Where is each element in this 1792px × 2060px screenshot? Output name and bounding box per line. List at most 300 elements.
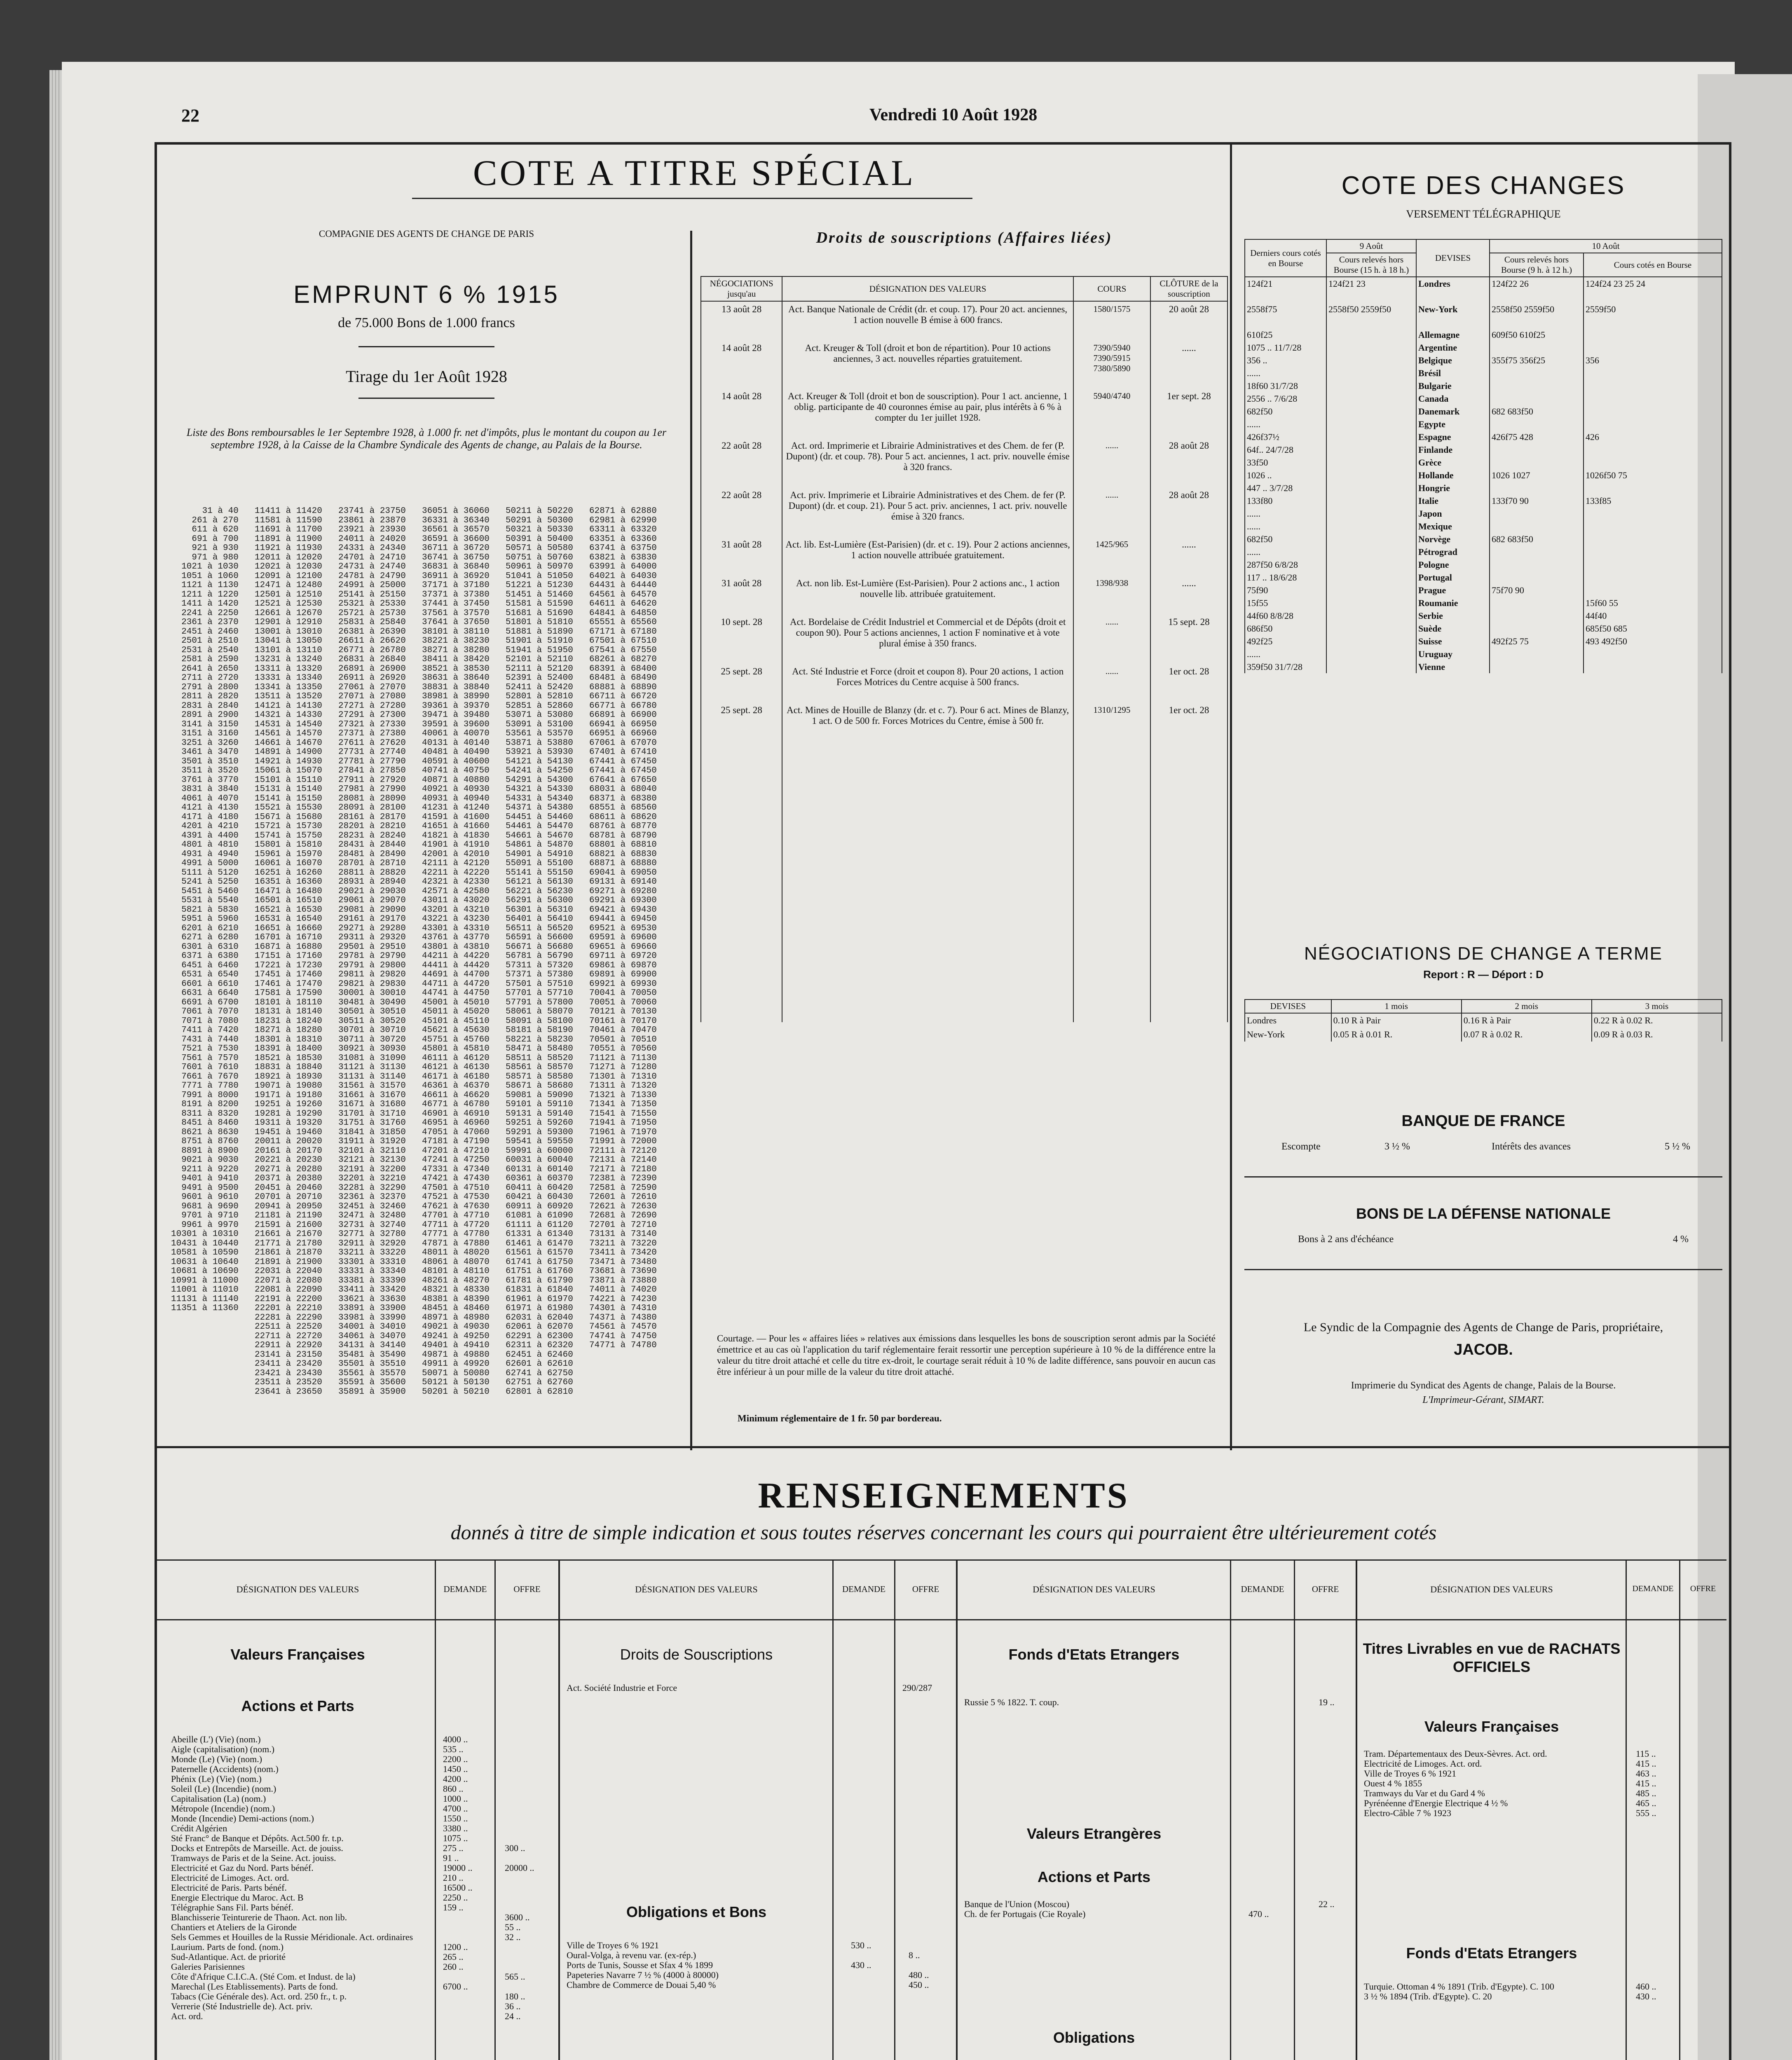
lot-range: 3151 à 3160 [181,729,239,738]
lot-range: 73471 à 73480 [589,1257,657,1267]
lot-range: 56301 à 56310 [506,905,573,915]
lot-range: 39591 à 39600 [422,719,490,729]
lot-range: 43301 à 43310 [422,923,490,933]
lot-range: 54661 à 54670 [506,831,573,840]
lot-range: 62291 à 62300 [506,1331,573,1341]
lot-range: 17581 à 17590 [255,988,322,998]
lot-range: 27071 à 27080 [338,692,406,701]
rate-cell: 0.05 R à 0.01 R. [1331,1028,1462,1042]
rate-cell: 64f.. 24/7/28 [1245,443,1326,456]
lot-range: 13231 à 13240 [255,655,322,664]
lot-range: 9491 à 9500 [181,1183,239,1193]
lot-range: 51581 à 51590 [506,599,573,609]
lot-range: 61751 à 61760 [506,1266,573,1276]
lot-range: 56401 à 56410 [506,914,573,924]
lot-range: 60411 à 60420 [506,1183,573,1193]
lot-range: 2791 à 2800 [181,682,239,692]
lot-range: 7431 à 7440 [181,1035,239,1044]
lot-row [171,840,660,850]
lot-range: 9021 à 9030 [181,1155,239,1165]
lot-range [576,1388,660,1397]
lot-range: 13101 à 13110 [255,645,322,655]
lot-range: 42321 à 42330 [422,877,490,887]
cell-cloture: 20 août 28 [1150,301,1227,340]
lot-range: 2361 à 2370 [181,618,239,627]
lot-range: 50391 à 50400 [506,534,573,544]
currency-name: Bulgarie [1416,379,1490,392]
lot-range: 18231 à 18240 [255,1016,322,1026]
value-name: Electricité de Limoges. Act. ord. [171,1873,289,1883]
lot-range: 67641 à 67650 [589,775,657,785]
cell-date: 14 août 28 [701,340,782,389]
lot-range: 15721 à 15730 [255,822,322,831]
lot-range: 17151 à 17160 [255,951,322,961]
rate-cell: 287f50 6/8/28 [1245,558,1326,571]
table-row [1245,277,1722,290]
lot-range: 45621 à 45630 [422,1025,490,1035]
list-item [964,1909,1356,1919]
lot-range: 18131 à 18140 [255,1007,322,1016]
lot-range: 31131 à 31140 [338,1072,406,1082]
lot-range: 70121 à 70130 [589,1007,657,1016]
lot-range: 30511 à 30520 [338,1016,406,1026]
lot-row [171,1026,660,1035]
lot-range: 33621 à 33630 [338,1294,406,1304]
list-item [171,1853,558,1863]
currency-name: Londres [1245,1013,1331,1028]
list-item [1364,1798,1726,1808]
lot-range: 32911 à 32920 [338,1238,406,1248]
lot-range: 23741 à 23750 [338,506,406,516]
lot-range: 22191 à 22200 [255,1294,322,1304]
demande-value: 1000 .. [443,1794,468,1804]
lot-range: 68781 à 68790 [589,831,657,840]
lot-range: 53071 à 53080 [506,710,573,720]
demande-value: 4700 .. [443,1804,468,1814]
lot-range: 54331 à 54340 [506,794,573,803]
lot-range: 58571 à 58580 [506,1072,573,1082]
lot-range: 61961 à 61970 [506,1294,573,1304]
lot-range: 36561 à 36570 [422,525,490,534]
list-item [171,1952,558,1962]
empty-cell [701,741,782,1022]
lot-row [171,1248,660,1258]
lot-range: 72621 à 72630 [589,1201,657,1211]
lot-range: 29811 à 29820 [338,970,406,979]
lot-range: 21661 à 21670 [255,1229,322,1239]
lot-range: 37171 à 37180 [422,581,490,590]
rate-cell [1326,482,1416,494]
rate-cell: ...... [1245,545,1326,558]
lot-range: 53871 à 53880 [506,738,573,748]
col-header: DEVISES [1245,1000,1331,1013]
lot-range: 29501 à 29510 [338,942,406,952]
rate-cell [1326,328,1416,341]
demande-value: 265 .. [443,1952,464,1962]
rate-cell [1584,392,1722,405]
lot-range: 22081 à 22090 [255,1285,322,1295]
rate-cell: 1026 .. [1245,469,1326,482]
demande-value: 1200 .. [443,1942,468,1952]
table-row [1245,597,1722,609]
demande-value: 2200 .. [443,1754,468,1764]
lot-range: 69131 à 69140 [589,877,657,887]
page-date: Vendredi 10 Août 1928 [869,105,1038,124]
lot-range: 26891 à 26900 [338,664,406,674]
lot-range: 42001 à 42010 [422,849,490,859]
col-header: DÉSIGNATION DES VALEURS [635,1584,758,1594]
lot-range: 71121 à 71130 [589,1053,657,1063]
value-name: Docks et Entrepôts de Marseille. Act. de jouiss. [171,1843,343,1853]
lot-range: 20451 à 20460 [255,1183,322,1193]
droits-table [700,276,1228,1022]
lot-range: 40741 à 40750 [422,766,490,775]
lot-range: 22201 à 22210 [255,1304,322,1313]
rate-cell [1326,443,1416,456]
lot-range: 17461 à 17470 [255,979,322,989]
lot-range: 63741 à 63750 [589,543,657,553]
currency-name: Egypte [1416,418,1490,431]
lot-range: 48101 à 48110 [422,1266,490,1276]
lot-range: 61461 à 61470 [506,1238,573,1248]
lot-range: 70041 à 70050 [589,988,657,998]
offre-value: 565 .. [505,1972,525,1982]
lot-range: 71301 à 71310 [589,1072,657,1082]
lot-range: 15141 à 15150 [255,794,322,803]
lot-range: 13341 à 13350 [255,682,322,692]
lot-range: 53091 à 53100 [506,719,573,729]
lot-range: 28231 à 28240 [338,831,406,840]
lot-range: 21861 à 21870 [255,1248,322,1257]
lot-range: 69421 à 69430 [589,905,657,915]
lot-range: 62801 à 62810 [506,1387,573,1397]
currency-name [1416,290,1490,303]
col-header: OFFRE [1312,1584,1339,1594]
lot-range: 67401 à 67410 [589,747,657,757]
rate-cell [1490,443,1584,456]
lot-range: 55141 à 55150 [506,868,573,878]
value-name: Tram. Départementaux des Deux-Sèvres. Act. ord. [1364,1749,1547,1759]
lot-range: 14921 à 14930 [255,756,322,766]
rate-cell: 1026f50 75 [1584,469,1722,482]
table-row [1245,648,1722,660]
lot-range: 4061 à 4070 [181,794,239,803]
lot-row [171,1072,660,1082]
lot-range: 32191 à 32200 [338,1164,406,1174]
cell-cloture: 15 sept. 28 [1150,614,1227,664]
list-item [171,1962,558,1972]
col-header: DEMANDE [1632,1584,1674,1593]
table-row [1245,418,1722,431]
lot-range: 42111 à 42120 [422,859,490,868]
lot-row [171,1044,660,1054]
value-name: Chantiers et Ateliers de la Gironde [171,1922,297,1932]
lot-range: 41901 à 41910 [422,840,490,850]
value-name: Chambre de Commerce de Douai 5,40 % [567,1980,716,1990]
lot-range: 38831 à 38840 [422,682,490,692]
lot-range: 74771 à 74780 [589,1341,657,1350]
lot-range: 23921 à 23930 [338,525,406,534]
currency-name: New-York [1416,303,1490,316]
lot-range: 9211 à 9220 [181,1164,239,1174]
lot-range [171,1332,242,1341]
lot-row [171,674,660,683]
rens-list [1364,1749,1726,1818]
col-header: DÉSIGNATION DES VALEURS [236,1584,359,1594]
lot-range: 40931 à 40940 [422,794,490,803]
cell-date: 31 août 28 [701,576,782,614]
lot-range: 51801 à 51810 [506,618,573,627]
lot-range: 25141 à 25150 [338,590,406,599]
currency-name: Finlande [1416,443,1490,456]
col-header: 2 mois [1462,1000,1592,1013]
rate-cell [1326,584,1416,597]
lot-range: 28091 à 28100 [338,803,406,812]
list-item [171,1863,558,1873]
lot-range: 12471 à 12480 [255,581,322,590]
lot-range: 1411 à 1420 [181,599,239,609]
lot-range: 22911 à 22920 [255,1341,322,1350]
lot-range: 21771 à 21780 [255,1238,322,1248]
value-name: Verrerie (Sté Industrielle de). Act. priv. [171,2001,313,2011]
lot-range: 21181 à 21190 [255,1211,322,1220]
lot-row [171,1285,660,1295]
rate-cell: 124f21 23 [1326,277,1416,290]
section-title: Valeurs Etrangères [1026,1825,1162,1842]
list-item [171,1764,558,1774]
col-header: Cours relevés hors Bourse (9 h. à 12 h.) [1490,253,1584,277]
rens-list [171,1735,558,2021]
cell-designation: Act. non lib. Est-Lumière (Est-Parisien). Pour 2 actions anc., 1 action nouvelle lib. attribuée gratuitement. [782,576,1073,614]
lot-row [171,1063,660,1072]
lot-row [171,525,660,535]
rate-cell: 426f37½ [1245,431,1326,443]
lot-row [171,1110,660,1119]
lot-range: 37371 à 37380 [422,590,490,599]
lot-range: 61331 à 61340 [506,1229,573,1239]
lot-range: 58561 à 58570 [506,1063,573,1072]
rate-cell: 356 .. [1245,354,1326,367]
lot-range: 13001 à 13010 [255,627,322,637]
lot-range: 69291 à 69300 [589,896,657,905]
lot-range: 69441 à 69450 [589,914,657,924]
rate-cell [1584,507,1722,520]
rate-cell: 18f60 31/7/28 [1245,379,1326,392]
syndic-name: JACOB. [1454,1341,1513,1358]
lot-range: 35501 à 35510 [338,1359,406,1369]
rate-cell [1584,584,1722,597]
rate-cell: ...... [1245,418,1326,431]
rate-cell [1326,316,1416,328]
lot-range: 69041 à 69050 [589,868,657,878]
lot-range: 31561 à 31570 [338,1081,406,1091]
lot-range: 52111 à 52120 [506,664,573,674]
lot-range: 6451 à 6460 [181,960,239,970]
table-row [1245,622,1722,635]
lot-row [171,748,660,757]
value-name: Capitalisation (La) (nom.) [171,1794,266,1804]
list-item [171,2001,558,2011]
offre-value: 450 .. [909,1980,929,1990]
currency-name: Argentine [1416,341,1490,354]
tirage-title: Tirage du 1er Août 1928 [346,367,507,386]
lot-range: 45001 à 45010 [422,997,490,1007]
rate-cell [1326,648,1416,660]
lot-range: 68391 à 68400 [589,664,657,674]
lot-row [171,655,660,665]
lot-range: 12661 à 12670 [255,608,322,618]
lot-range: 261 à 270 [192,515,239,525]
divider [1356,1559,1357,2060]
value-name: Télégraphie Sans Fil. Parts bénéf. [171,1903,293,1913]
currency-name: Prague [1416,584,1490,597]
rate-cell: 686f50 [1245,622,1326,635]
lot-range: 20161 à 20170 [255,1146,322,1156]
col-header: Cours relevés hors Bourse (15 h. à 18 h.) [1326,253,1416,277]
lot-range: 60031 à 60040 [506,1155,573,1165]
rate-cell [1584,520,1722,533]
lot-range: 72581 à 72590 [589,1183,657,1193]
lot-range: 11921 à 11930 [255,543,322,553]
rate-cell [1326,379,1416,392]
cell-cloture: ...... [1150,576,1227,614]
lot-range: 24781 à 24790 [338,571,406,581]
lot-row [171,683,660,693]
lot-range: 27371 à 27380 [338,729,406,738]
offre-value: 180 .. [505,1992,525,2001]
table-row [701,664,1227,702]
lot-row [171,1351,660,1360]
lot-range: 41591 à 41600 [422,812,490,822]
value-name: Act. ord. [171,2011,203,2021]
lot-range: 54861 à 54870 [506,840,573,850]
lot-range: 60421 à 60430 [506,1192,573,1202]
lot-range: 40481 à 40490 [422,747,490,757]
value-name: Turquie. Ottoman 4 % 1891 (Trib. d'Egypte). C. 100 [1364,1982,1554,1992]
rate-cell [1490,482,1584,494]
demande-value: 115 .. [1636,1749,1656,1759]
lot-range: 40591 à 40600 [422,756,490,766]
lot-range: 50201 à 50210 [422,1387,490,1397]
lot-range: 34061 à 34070 [338,1331,406,1341]
changes-title: COTE DES CHANGES [1341,171,1626,200]
lot-row [171,1332,660,1341]
cell-cours: 5940/4740 [1073,389,1150,438]
lot-range: 46361 à 46370 [422,1081,490,1091]
section-title: Droits de Souscriptions [620,1646,773,1663]
lot-range: 52411 à 52420 [506,682,573,692]
table-row [1245,520,1722,533]
lot-range: 29081 à 29090 [338,905,406,915]
lot-range: 18831 à 18840 [255,1063,322,1072]
lot-range: 69861 à 69870 [589,960,657,970]
lot-range: 72601 à 72610 [589,1192,657,1202]
lot-range: 6371 à 6380 [181,951,239,961]
lot-range: 44411 à 44420 [422,960,490,970]
rate-cell [1490,456,1584,469]
rate-cell [1326,392,1416,405]
lot-range: 9961 à 9970 [181,1220,239,1230]
divider [558,1559,560,2060]
lot-range: 7991 à 8000 [181,1090,239,1100]
lot-range: 68761 à 68770 [589,822,657,831]
value-name: Act. Société Industrie et Force [567,1683,677,1693]
lot-range: 36911 à 36920 [422,571,490,581]
offre-value: 55 .. [505,1922,521,1932]
lot-range: 8751 à 8760 [181,1137,239,1146]
lot-row [171,1156,660,1165]
lot-range: 43011 à 43020 [422,896,490,905]
table-row [1245,290,1722,303]
cell-cloture: 1er sept. 28 [1150,389,1227,438]
lot-row [171,1165,660,1175]
rate-cell [1326,367,1416,379]
lot-range: 50321 à 50330 [506,525,573,534]
rate-cell [1326,635,1416,648]
lot-range: 13331 à 13340 [255,673,322,683]
lot-range: 5451 à 5460 [181,886,239,896]
lot-range: 73681 à 73690 [589,1266,657,1276]
cell-designation: Act. ord. Imprimerie et Librairie Administratives et des Chem. de fer (P. Dupont) (dr. et coup. 78). Pour 5 act. anciennes, 1 act. priv. nouvelle émise à 320 francs. [782,438,1073,487]
lot-range: 54901 à 54910 [506,849,573,859]
lot-range: 18921 à 18930 [255,1072,322,1082]
lot-range: 8621 à 8630 [181,1127,239,1137]
lot-range: 22071 à 22080 [255,1276,322,1285]
demande-value: 1550 .. [443,1814,468,1824]
lot-range: 20371 à 20380 [255,1174,322,1183]
lot-range: 69651 à 69660 [589,942,657,952]
lot-range: 28201 à 28210 [338,822,406,831]
lot-range: 23411 à 23420 [255,1359,322,1369]
page-number: 22 [181,105,199,126]
lot-range: 67061 à 67070 [589,738,657,748]
lot-row [171,1091,660,1100]
demande-value: 2250 .. [443,1893,468,1903]
cell-date: 13 août 28 [701,301,782,340]
lot-range: 67441 à 67450 [589,766,657,775]
changes-subtitle: VERSEMENT TÉLÉGRAPHIQUE [1406,208,1561,220]
value-name: Phénix (Le) (Vie) (nom.) [171,1774,262,1784]
lot-range: 68031 à 68040 [589,784,657,794]
value-name: Sud-Atlantique. Act. de priorité [171,1952,286,1962]
rate-cell: 33f50 [1245,456,1326,469]
terme-table [1244,999,1722,1042]
lot-range: 64561 à 64570 [589,590,657,599]
currency-name: Japon [1416,507,1490,520]
table-row [1245,469,1722,482]
table-row [1245,1028,1722,1042]
currency-name: Portugal [1416,571,1490,584]
rate-cell [1490,392,1584,405]
currency-name: Espagne [1416,431,1490,443]
rate-cell: 492f25 75 [1490,635,1584,648]
lot-range: 30711 à 30720 [338,1035,406,1044]
cell-date: 22 août 28 [701,438,782,487]
lot-row [171,785,660,794]
lot-range: 12901 à 12910 [255,618,322,627]
lot-range: 56781 à 56790 [506,951,573,961]
demande-value: 4000 .. [443,1735,468,1744]
cell-designation: Act. Kreuger & Toll (droit et bon de répartition). Pour 10 actions anciennes, 3 act. nouvelles réparties gratuitement. [782,340,1073,389]
lot-range: 51941 à 51950 [506,645,573,655]
lot-range: 24331 à 24340 [338,543,406,553]
list-item [171,2011,558,2021]
lot-range: 32771 à 32780 [338,1229,406,1239]
lot-range: 19451 à 19460 [255,1127,322,1137]
lot-range: 39361 à 39370 [422,701,490,711]
lot-range: 31671 à 31680 [338,1100,406,1109]
lot-range: 11001 à 11010 [171,1285,239,1295]
